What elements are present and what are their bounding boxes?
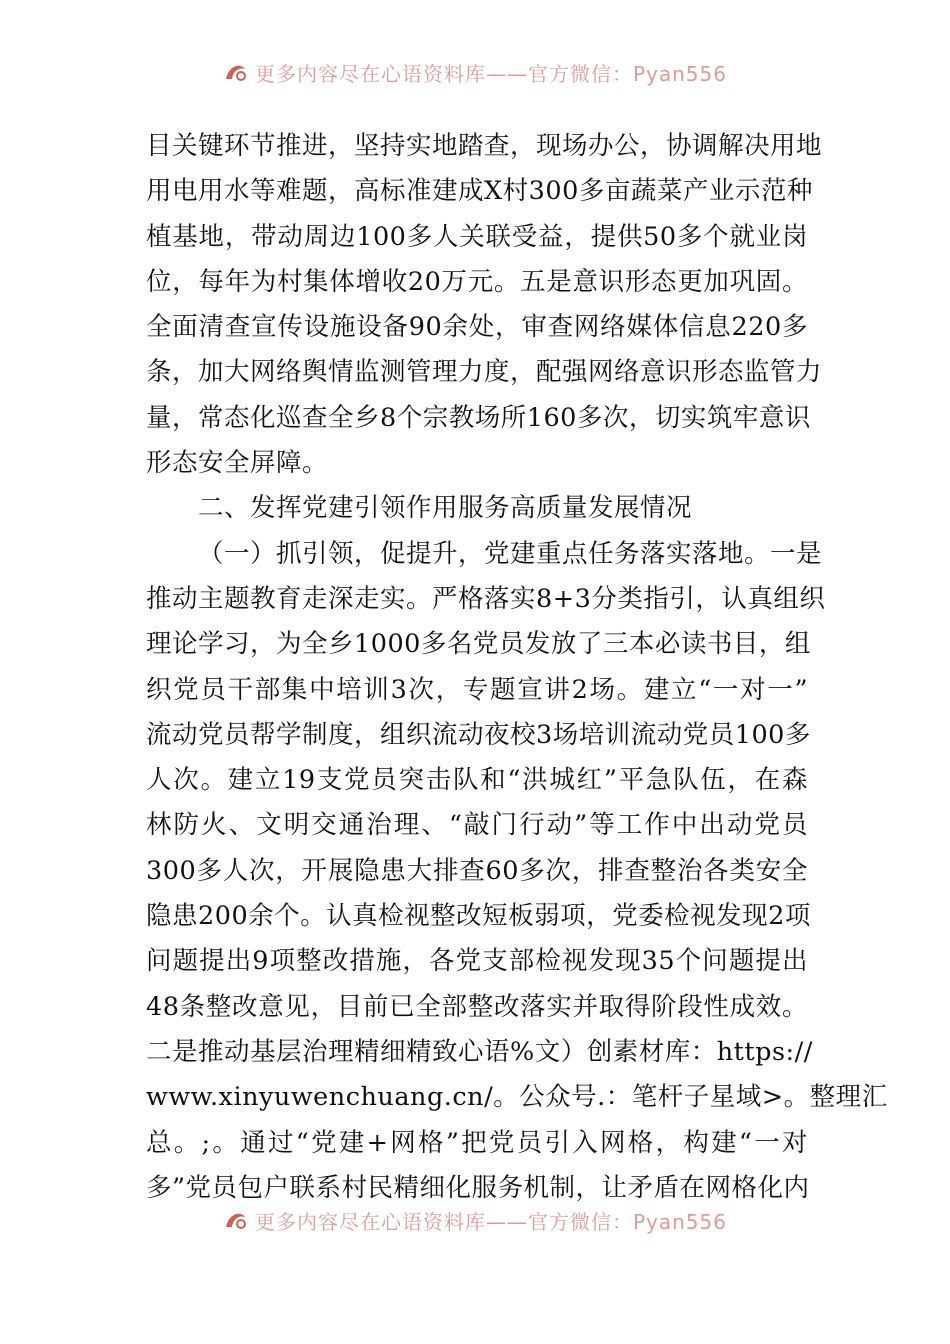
text-line: 二是推动基层治理精细精致心语%文）创素材库：https://	[146, 1036, 813, 1067]
text-line: 多”党员包户联系村民精细化服务机制，让矛盾在网格化内	[146, 1172, 810, 1203]
text-line: 流动党员帮学制度，组织流动夜校3场培训流动党员100多	[146, 719, 811, 750]
text-line: 300多人次，开展隐患大排查60多次，排查整治各类安全	[146, 855, 808, 886]
watermark-text: 更多内容尽在心语资料库——官方微信：Pyan556	[254, 1209, 727, 1234]
text-line: 隐患200余个。认真检视整改短板弱项，党委检视发现2项	[146, 901, 811, 932]
text-line: 织党员干部集中培训3次，专题宣讲2场。建立“一对一”	[146, 674, 808, 705]
text-line: 量，常态化巡查全乡8个宗教场所160多次，切实筑牢意识	[146, 402, 811, 433]
watermark-logo-icon	[223, 59, 249, 85]
watermark-logo-icon	[223, 1207, 249, 1233]
document-body	[146, 124, 888, 1211]
text-line: 全面清查宣传设施设备90余处，审查网络媒体信息220多	[146, 312, 808, 343]
text-line: 植基地，带动周边100多人关联受益，提供50多个就业岗	[146, 221, 808, 252]
text-line: 用电用水等难题，高标准建成X村300多亩蔬菜产业示范种	[146, 176, 813, 207]
section-heading: 二、发挥党建引领作用服务高质量发展情况	[198, 493, 693, 524]
text-line: （一）抓引领，促提升，党建重点任务落实落地。一是	[198, 538, 823, 569]
text-line: www.xinyuwenchuang.cn/。公众号.：笔杆子星域>。整理汇	[146, 1082, 888, 1113]
text-line: 条，加大网络舆情监测管理力度，配强网络意识形态监管力	[146, 357, 823, 388]
text-line: 总。;。通过“党建+网格”把党员引入网格，构建“一对	[146, 1127, 808, 1158]
text-line: 形态安全屏障。	[146, 448, 329, 479]
text-line: 位，每年为村集体增收20万元。五是意识形态更加巩固。	[146, 266, 808, 297]
watermark-text: 更多内容尽在心语资料库——官方微信：Pyan556	[254, 61, 727, 86]
paragraph-party-building	[146, 532, 888, 1211]
text-line: 推动主题教育走深走实。严格落实8+3分类指引，认真组织	[146, 583, 826, 614]
text-line: 林防火、文明交通治理、“敲门行动”等工作中出动党员	[146, 810, 808, 841]
footer-watermark	[0, 1200, 950, 1240]
text-line: 48条整改意见，目前已全部整改落实并取得阶段性成效。	[146, 991, 808, 1022]
text-line: 人次。建立19支党员突击队和“洪城红”平急队伍，在森	[146, 765, 808, 796]
text-line: 理论学习，为全乡1000多名党员发放了三本必读书目，组	[146, 629, 811, 660]
text-line: 目关键环节推进，坚持实地踏查，现场办公，协调解决用地	[146, 131, 823, 161]
paragraph-ideology	[146, 124, 823, 486]
header-watermark	[0, 52, 950, 92]
text-line: 问题提出9项整改措施，各党支部检视发现35个问题提出	[146, 946, 808, 977]
